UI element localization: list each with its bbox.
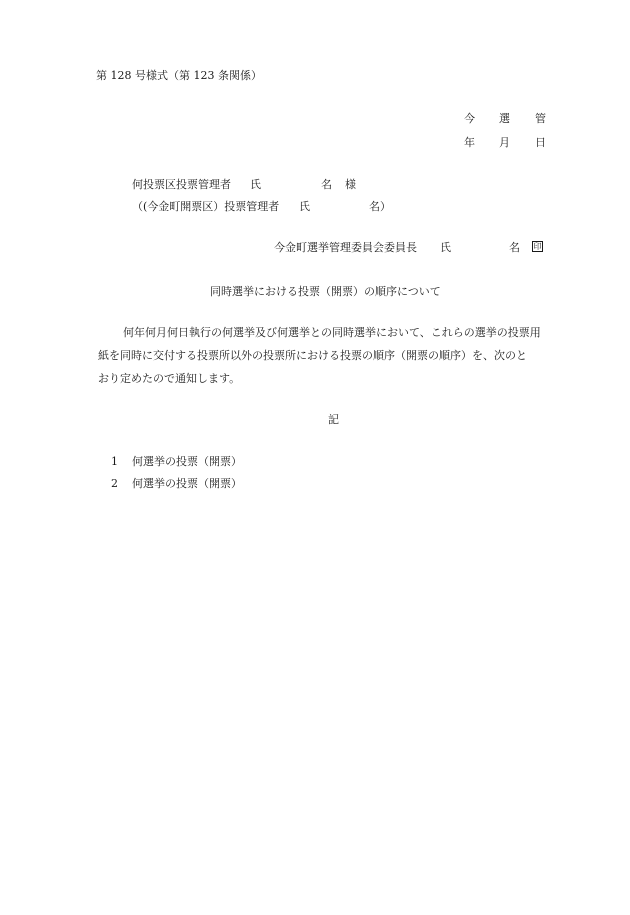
addressee-1-name-label: 名	[321, 178, 332, 191]
sender-surname-label: 氏	[440, 241, 451, 254]
subject-heading: 同時選挙における投票（開票）の順序について	[210, 285, 441, 298]
reference-number-part-3: 管	[535, 112, 546, 125]
list-item-number: 1	[111, 455, 118, 468]
date-month-label: 月	[499, 136, 510, 149]
body-text-line: 紙を同時に交付する投票所以外の投票所における投票の順序（開票の順序）を、次のと	[98, 349, 527, 362]
reference-number-part-2: 選	[499, 112, 510, 125]
addressee-1-surname-label: 氏	[250, 178, 261, 191]
reference-number-part-1: 今	[464, 112, 475, 125]
body-text-line: 何年何月何日執行の何選挙及び何選挙との同時選挙において、これらの選挙の投票用	[123, 326, 541, 339]
ki-heading: 記	[328, 413, 339, 426]
addressee-1-title: 何投票区投票管理者	[132, 178, 231, 191]
date-day-label: 日	[535, 136, 546, 149]
addressee-2-surname-label: 氏	[299, 200, 310, 213]
list-item-text: 何選挙の投票（開票）	[132, 477, 242, 490]
form-number: 第 128 号様式（第 123 条関係）	[96, 69, 262, 82]
list-item-text: 何選挙の投票（開票）	[132, 455, 242, 468]
list-item-number: 2	[111, 477, 118, 490]
addressee-2-title: （(今金町開票区）投票管理者	[132, 200, 280, 213]
sender-title: 今金町選挙管理委員会委員長	[274, 241, 417, 254]
sender-name-label: 名	[509, 241, 520, 254]
body-text-line: おり定めたので通知します。	[98, 372, 241, 385]
date-year-label: 年	[464, 136, 475, 149]
seal-icon: 印	[533, 242, 542, 251]
addressee-2-name-label: 名）	[369, 200, 391, 213]
addressee-1-honorific: 様	[345, 178, 356, 191]
